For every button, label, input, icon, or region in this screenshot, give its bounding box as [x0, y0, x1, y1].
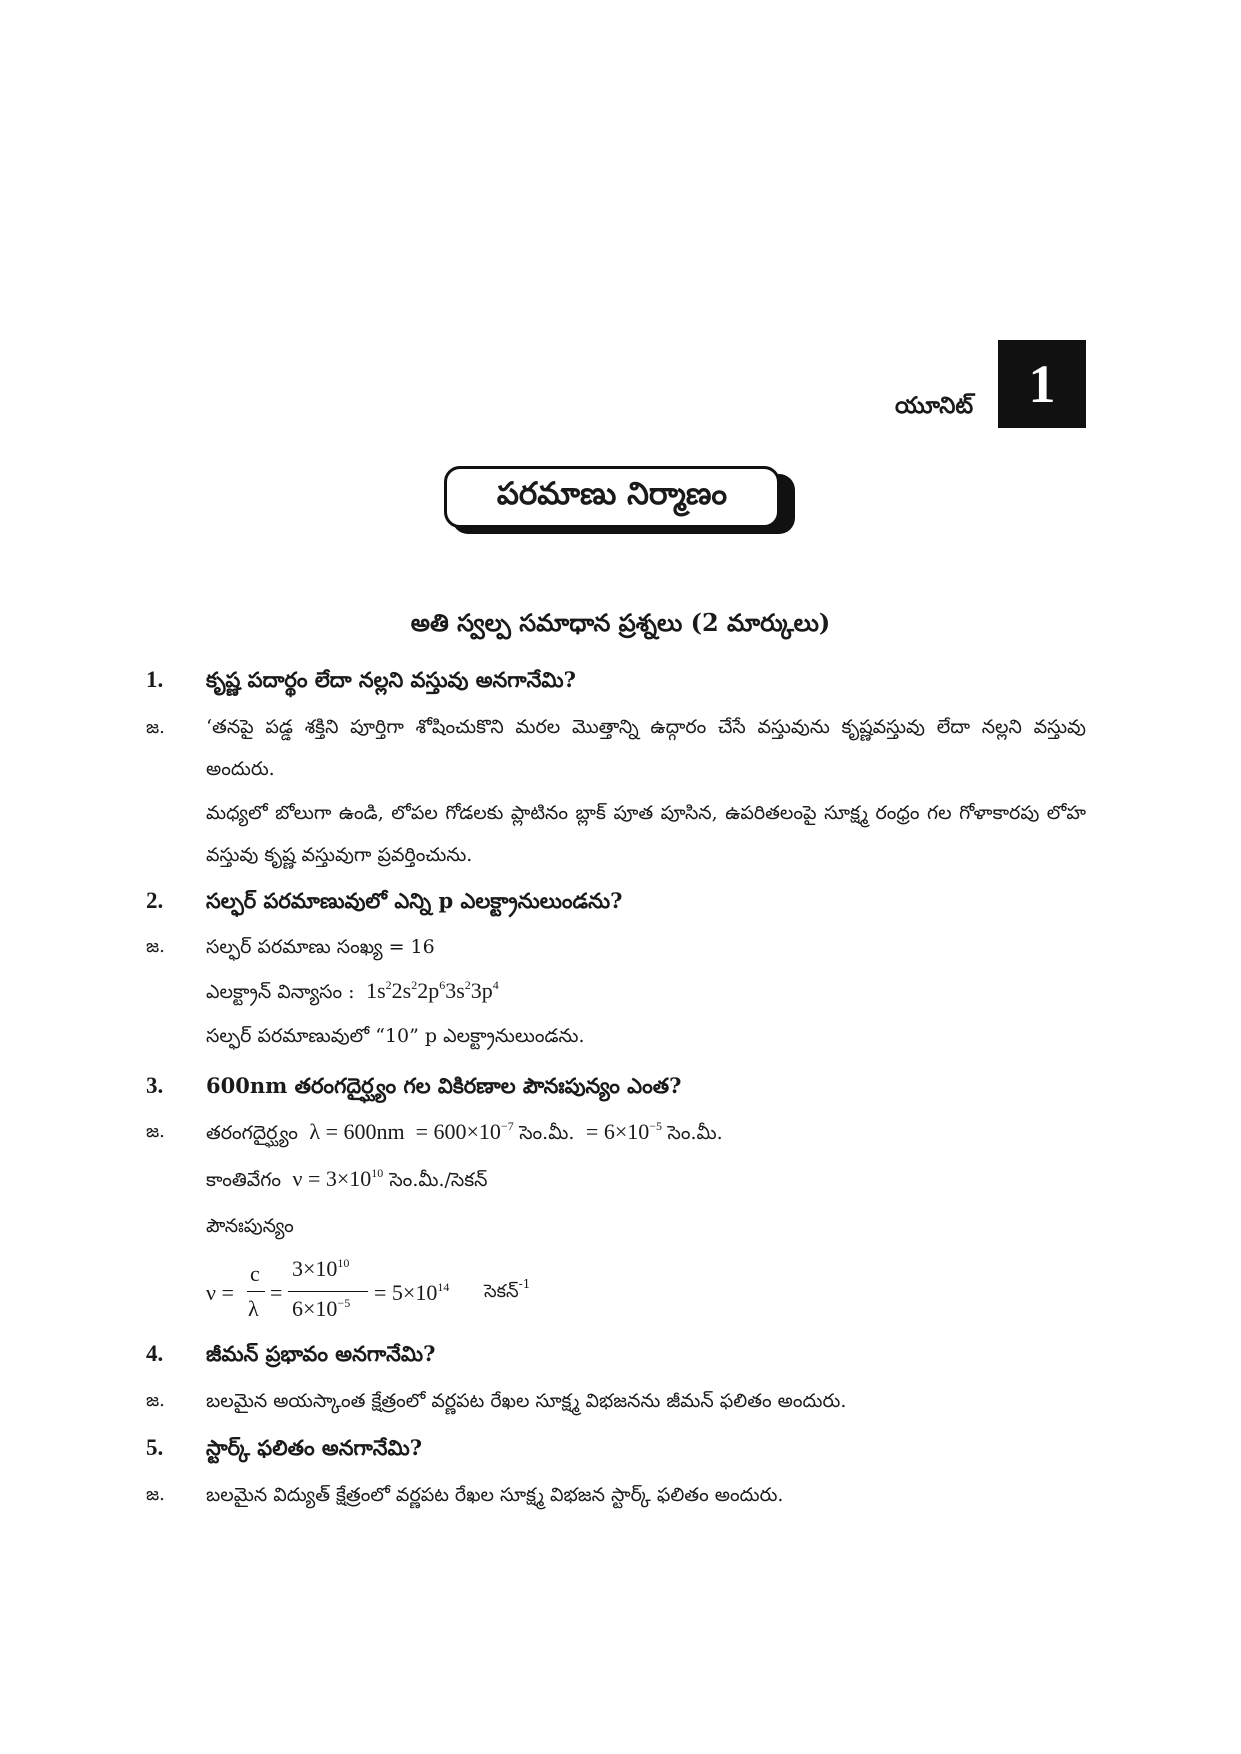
answer-marker: జ.: [146, 1390, 165, 1411]
answer-marker: జ.: [146, 1484, 165, 1505]
speed-unit: సెం.మీ./సెకన్: [389, 1169, 488, 1191]
electron-config-label: ఎలక్ట్రాన్ విన్యాసం :: [206, 981, 355, 1003]
answer-marker: జ.: [146, 717, 165, 738]
wavelength-label: తరంగదైర్ఘ్యం: [206, 1122, 298, 1144]
question-number: 1.: [146, 667, 164, 692]
answer-marker: జ.: [146, 1121, 165, 1142]
cm-unit: సెం.మీ.: [519, 1122, 575, 1144]
atomic-number-line: సల్ఫర్ పరమాణు సంఖ్య = 16: [206, 936, 435, 958]
unit-badge: [895, 340, 1090, 430]
question-text: జీమన్ ప్రభావం అనగానేమి?: [206, 1341, 436, 1366]
question-text: కృష్ణ పదార్థం లేదా నల్లని వస్తువు అనగానేమి?: [206, 667, 576, 692]
question-number: 4.: [146, 1341, 164, 1366]
question-number: 3.: [146, 1073, 164, 1098]
frequency-label: పౌనఃపున్యం: [206, 1215, 294, 1237]
per-second-unit: సెకన్: [484, 1281, 519, 1302]
question-number: 2.: [146, 888, 164, 913]
light-speed-label: కాంతివేగం: [206, 1169, 281, 1191]
chapter-title: పరమాణు నిర్మాణం: [444, 466, 780, 528]
answer-text: బలమైన అయస్కాంత క్షేత్రంలో వర్ణపట రేఖల సూక్ష్మ విభజనను జీమన్ ఫలితం అందురు.: [206, 1390, 847, 1412]
unit-number: 1: [998, 340, 1086, 428]
unit-label: యూనిట్: [895, 393, 974, 419]
light-speed-formula: $\nu = 3\times 10^{10}$: [287, 1166, 384, 1191]
answer-text: బలమైన విద్యుత్ క్షేత్రంలో వర్ణపట రేఖల సూక్ష్మ విభజన స్టార్క్ ఫలితం అందురు.: [206, 1484, 784, 1506]
answer-text: సల్ఫర్ పరమాణువులో “10” p ఎలక్ట్రానులుండను.: [206, 1025, 585, 1047]
question-text: స్టార్క్ ఫలితం అనగానేమి?: [206, 1435, 423, 1460]
answer-paragraph: ‘తనపై పడ్డ శక్తిని పూర్తిగా శోషించుకొని మరల మొత్తాన్ని ఉద్గారం చేసే వస్తువును కృష్ణవస్తువు లేదా నల్లని వస్తువు అందురు.: [206, 716, 1086, 780]
section-heading: అతి స్వల్ప సమాధాన ప్రశ్నలు (2 మార్కులు): [410, 608, 831, 637]
cm-unit: సెం.మీ.: [667, 1122, 723, 1144]
wavelength-result: = $6\times 10^{-5}$: [580, 1119, 663, 1144]
question-text: సల్ఫర్ పరమాణువులో ఎన్ని p ఎలక్ట్రానులుండను?: [206, 888, 623, 913]
question-text: 600nm తరంగదైర్ఘ్యం గల వికిరణాల పౌనఃపున్యం ఎంత?: [206, 1073, 682, 1098]
answer-marker: జ.: [146, 936, 165, 957]
wavelength-formula: $\lambda = 600nm = 600\times 10^{-7}$: [303, 1119, 514, 1144]
question-number: 5.: [146, 1435, 164, 1460]
electron-config-formula: $1s^22s^22p^63s^23p^4$: [360, 978, 499, 1003]
answer-paragraph: మధ్యలో బోలుగా ఉండి, లోపల గోడలకు ప్లాటినం బ్లాక్ పూత పూసిన, ఉపరితలంపై సూక్ష్మ రంధ్రం గల గోళాకారపు లోహ వస్తువు కృష్ణ వస్తువుగా ప్రవర్తించును.: [206, 802, 1086, 866]
